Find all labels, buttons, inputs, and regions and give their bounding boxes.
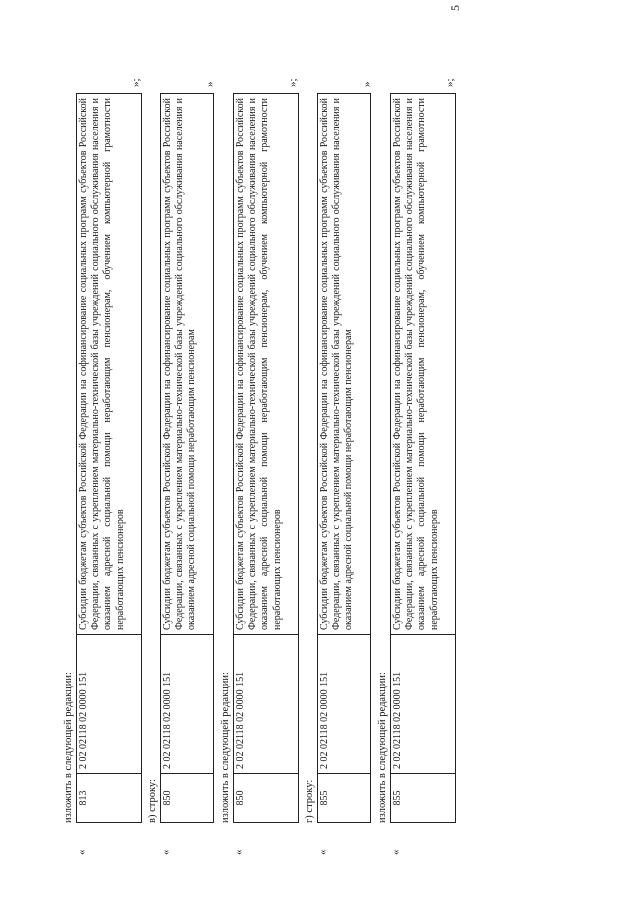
closing-quote: » [204,81,216,87]
admin-code-cell: 850 [161,774,214,823]
admin-code-cell: 855 [318,774,371,823]
description-cell: Субсидии бюджетам субъектов Российской Федерации на софинансирование социальных программ субъектов Российской Федерации, связанных с укреплением материально-технической базы учреждений социального обслуживания населения и оказанием адресной социальной помощи неработающим пенсионерам, обучением компьютерной грамотности неработающих пенсионеров [391,94,456,635]
table-row [160,93,214,823]
closing-quote: »; [287,78,299,87]
description-cell: Субсидии бюджетам субъектов Российской Федерации на софинансирование социальных программ субъектов Российской Федерации, связанных с укреплением материально-технической базы учреждений социального обслуживания населения и оказанием адресной социальной помощи неработающим пенсионерам [161,94,214,635]
opening-quote: « [317,849,329,855]
admin-code-cell: 855 [391,774,456,823]
admin-code-cell: 813 [77,774,142,823]
closing-quote: »; [130,78,142,87]
amendment-instruction: изложить в следующей редакции: [63,672,74,823]
budget-code-cell: 2 02 02118 02 0000 151 [161,635,214,774]
admin-code-cell: 850 [234,774,299,823]
opening-quote: « [233,849,245,855]
amendment-instruction: изложить в следующей редакции: [220,672,231,823]
budget-code-cell: 2 02 02118 02 0000 151 [77,635,142,774]
table-row [317,93,371,823]
amendment-instruction: изложить в следующей редакции: [377,672,388,823]
description-cell: Субсидии бюджетам субъектов Российской Федерации на софинансирование социальных программ субъектов Российской Федерации, связанных с укреплением материально-технической базы учреждений социального обслуживания населения и оказанием адресной социальной помощи неработающим пенсионерам, обучением компьютерной грамотности неработающих пенсионеров [77,94,142,635]
closing-quote: » [361,81,373,87]
page-number: 5 [448,5,462,11]
table-row [390,93,456,823]
budget-code-cell: 2 02 02118 02 0000 151 [391,635,456,774]
opening-quote: « [76,849,88,855]
opening-quote: « [390,849,402,855]
closing-quote: »; [444,78,456,87]
budget-code-cell: 2 02 02118 02 0000 151 [234,635,299,774]
table-row [76,93,142,823]
document-page [63,5,523,863]
budget-code-cell: 2 02 02118 02 0000 151 [318,635,371,774]
opening-quote: « [160,849,172,855]
description-cell: Субсидии бюджетам субъектов Российской Федерации на софинансирование социальных программ субъектов Российской Федерации, связанных с укреплением материально-технической базы учреждений социального обслуживания населения и оказанием адресной социальной помощи неработающим пенсионерам [318,94,371,635]
table-row [233,93,299,823]
amendment-instruction: г) строку: [304,779,315,823]
amendment-instruction: в) строку: [147,779,158,823]
description-cell: Субсидии бюджетам субъектов Российской Федерации на софинансирование социальных программ субъектов Российской Федерации, связанных с укреплением материально-технической базы учреждений социального обслуживания населения и оказанием адресной социальной помощи неработающим пенсионерам, обучением компьютерной грамотности неработающих пенсионеров [234,94,299,635]
